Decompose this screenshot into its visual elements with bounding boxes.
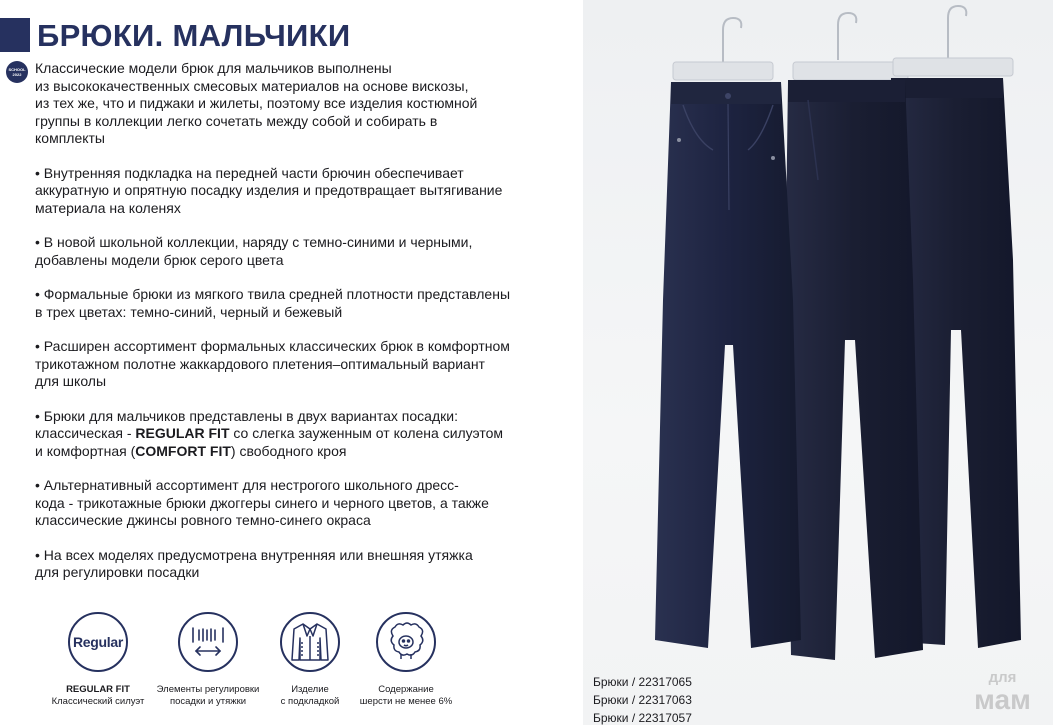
hanger-hooks	[723, 6, 966, 62]
feature-caption-text: шерсти не менее 6%	[359, 696, 453, 707]
bullet-fit	[35, 408, 555, 461]
adjustable-waist-icon	[178, 612, 238, 672]
bullet-line: классические джинсы ровного темно-синего окраса	[35, 512, 371, 528]
fit-text: классическая -	[35, 425, 136, 441]
bullet-line: трикотажном полотне жаккардового плетения–оптимальный вариант	[35, 355, 485, 372]
comfort-fit-label: COMFORT FIT	[135, 442, 231, 459]
bullet-line: • На всех моделях предусмотрена внутренняя или внешняя утяжка	[35, 546, 473, 563]
bullet-jacquard	[35, 338, 555, 391]
trousers-illustration	[583, 0, 1053, 725]
intro-line: группы в коллекции легко сочетать между собой и собирать в	[35, 112, 438, 129]
bullet-line: • Брюки для мальчиков представлены в двух вариантах посадки:	[35, 407, 458, 424]
watermark-small: для	[988, 669, 1017, 686]
feature-caption-text: Классический силуэт	[51, 696, 145, 707]
bullet-line: для школы	[35, 373, 107, 389]
bullet-line	[35, 425, 555, 443]
regular-fit-icon	[68, 612, 128, 672]
article-item: Брюки / 22317065	[593, 675, 692, 689]
watermark	[960, 667, 1045, 715]
intro-line: Классические модели брюк для мальчиков выполнены	[35, 60, 392, 76]
regular-fit-label: REGULAR FIT	[135, 425, 230, 441]
regular-icon-text: Regular	[72, 634, 124, 650]
feature-caption-text: Элементы регулировки	[156, 684, 260, 695]
feature-caption	[38, 684, 158, 708]
article-list	[593, 673, 692, 727]
feature-caption	[346, 684, 466, 708]
bullet-line: добавлены модели брюк серого цвета	[35, 251, 284, 268]
article-item: Брюки / 22317057	[593, 711, 692, 725]
article-item: Брюки / 22317063	[593, 693, 692, 707]
feature-regular-fit	[38, 612, 158, 708]
intro-paragraph	[35, 60, 555, 148]
bullet-line: для регулировки посадки	[35, 564, 200, 580]
bullet-lining	[35, 165, 555, 218]
product-photo	[583, 0, 1053, 725]
bullet-line: аккуратную и опрятную посадку изделия и предотвращает вытягивание	[35, 182, 503, 198]
accent-square	[0, 18, 30, 52]
bullet-line	[35, 443, 555, 461]
bullet-line: материала на коленях	[35, 199, 181, 216]
trousers-middle	[785, 80, 923, 660]
feature-icons	[40, 612, 480, 712]
bullet-twill	[35, 286, 555, 321]
trousers-left	[655, 82, 801, 648]
bullet-line: • Расширен ассортимент формальных классических брюк в комфортном	[35, 338, 510, 354]
bullet-colors	[35, 234, 555, 269]
bullet-dress-code	[35, 477, 555, 530]
intro-line: из тех же, что и пиджаки и жилеты, поэтому все изделия костюмной	[35, 95, 478, 111]
bullet-line: • Внутренняя подкладка на передней части брючин обеспечивает	[35, 164, 464, 181]
fit-text: и комфортная (	[35, 442, 136, 459]
feature-caption-text: Изделие	[291, 684, 329, 695]
school-badge	[6, 61, 28, 83]
bullet-line: кода - трикотажные брюки джоггеры синего и черного цветов, а также	[35, 494, 489, 511]
bullet-adjust	[35, 547, 555, 582]
sheep-wool-icon	[376, 612, 436, 672]
bullet-line: в трех цветах: темно-синий, черный и бежевый	[35, 303, 343, 320]
feature-caption-text: посадки и утяжки	[169, 696, 247, 707]
watermark-big: мам	[974, 684, 1031, 715]
school-badge-top: SCHOOL	[8, 67, 26, 72]
feature-caption-bold: REGULAR FIT	[66, 684, 130, 695]
intro-line: из высококачественных смесовых материалов на основе вискозы,	[35, 77, 469, 94]
bullet-line: • Формальные брюки из мягкого твила средней плотности представлены	[35, 286, 511, 302]
school-badge-bottom: 2022	[12, 72, 22, 77]
intro-line: комплекты	[35, 130, 105, 146]
fit-text: ) свободного кроя	[230, 442, 347, 459]
bullet-line: • Альтернативный ассортимент для нестрогого школьного дресс-	[35, 477, 459, 493]
feature-caption-text: Содержание	[378, 684, 434, 695]
bullet-line: • В новой школьной коллекции, наряду с темно-синими и черными,	[35, 234, 473, 250]
fit-text: со слегка зауженным от колена силуэтом	[229, 425, 504, 441]
description-text	[35, 60, 555, 599]
lining-icon	[280, 612, 340, 672]
page-title: БРЮКИ. МАЛЬЧИКИ	[37, 18, 351, 53]
feature-caption-text: с подкладкой	[280, 696, 340, 707]
feature-wool	[346, 612, 466, 708]
